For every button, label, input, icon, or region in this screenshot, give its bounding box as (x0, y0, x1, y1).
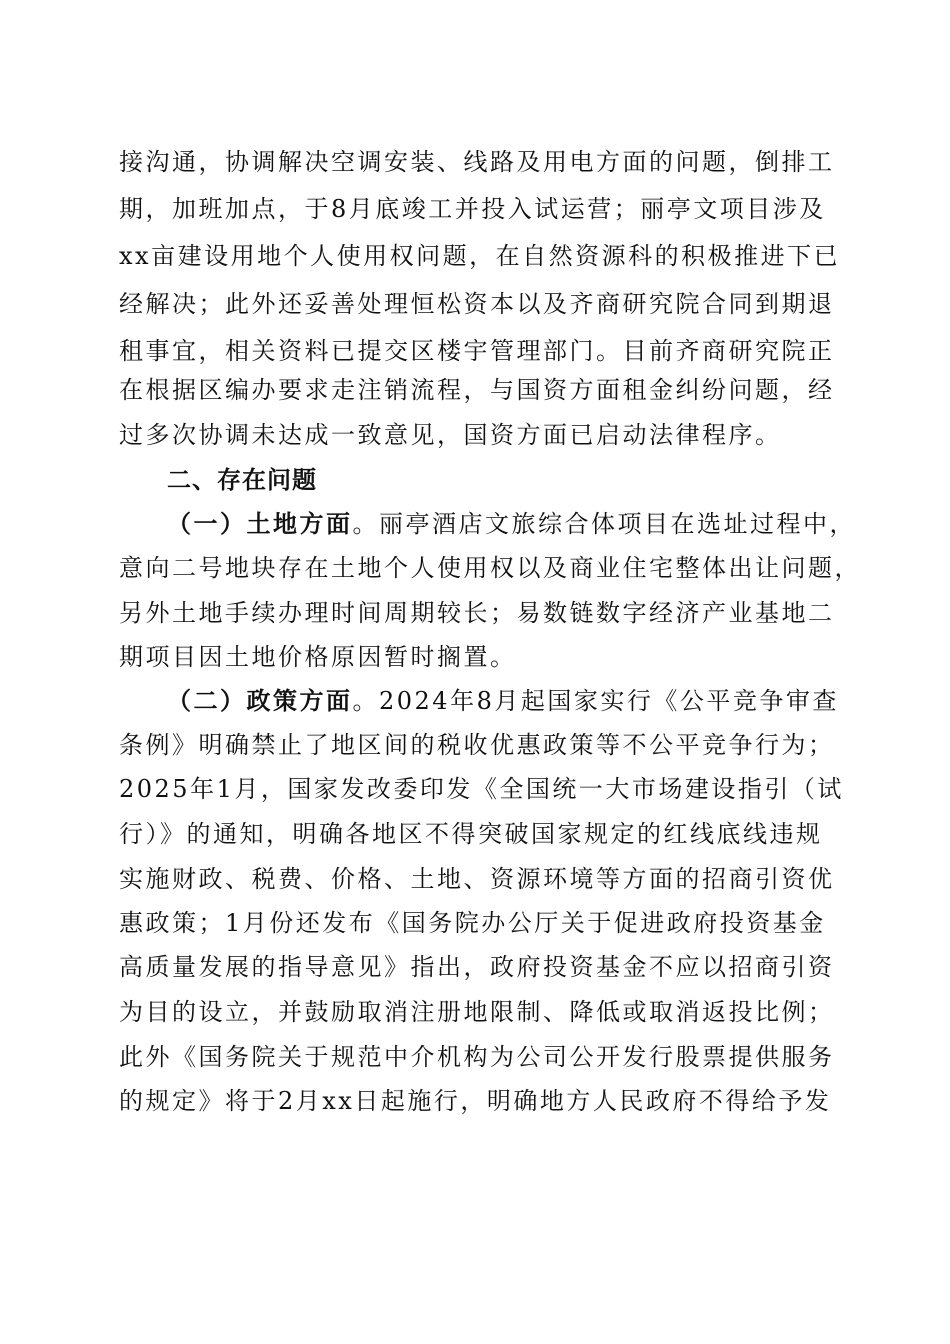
body-line: 租事宜，相关资料已提交区楼宇管理部门。目前齐商研究院正 (119, 337, 835, 365)
body-line: 为目的设立，并鼓励取消注册地限制、降低或取消返投比例； (119, 998, 835, 1026)
body-line: 实施财政、税费、价格、土地、资源环境等方面的招商引资优 (119, 865, 835, 893)
body-line: 期项目因土地价格原因暂时搁置。 (119, 643, 517, 671)
body-line: 意向二号地块存在土地个人使用权以及商业住宅整体出让问题， (119, 554, 861, 582)
body-line: 经解决；此外还妥善处理恒松资本以及齐商研究院合同到期退 (119, 290, 835, 318)
body-line: 接沟通，协调解决空调安装、线路及用电方面的问题，倒排工 (119, 148, 835, 176)
paragraph-label: （二）政策方面 (167, 687, 353, 715)
body-line: 条例》明确禁止了地区间的税收优惠政策等不公平竞争行为； (119, 731, 835, 759)
body-line: 行）》的通知，明确各地区不得突破国家规定的红线底线违规 (119, 820, 823, 848)
paragraph-land-first-line (167, 507, 856, 541)
paragraph-label: （一）土地方面 (167, 510, 353, 538)
body-line: 另外土地手续办理时间周期较长；易数链数字经济产业基地二 (119, 599, 835, 627)
body-line: 过多次协调未达成一致意见，国资方面已启动法律程序。 (119, 421, 782, 449)
body-line: 在根据区编办要求走注销流程，与国资方面租金纠纷问题，经 (119, 376, 835, 404)
paragraph-text: 。丽亭酒店文旅综合体项目在选址过程中， (352, 510, 856, 538)
body-line: 惠政策；1月份还发布《国务院办公厅关于促进政府投资基金 (119, 909, 826, 937)
body-line: xx亩建设用地个人使用权问题，在自然资源科的积极推进下已 (119, 242, 841, 270)
body-line: 此外《国务院关于规范中介机构为公司公开发行股票提供服务 (119, 1043, 835, 1071)
paragraph-policy-first-line (167, 684, 839, 718)
section-heading: 二、存在问题 (167, 466, 317, 494)
body-line: 期，加班加点，于8月底竣工并投入试运营；丽亭文项目涉及 (119, 195, 826, 223)
body-line: 高质量发展的指导意见》指出，政府投资基金不应以招商引资 (119, 953, 835, 981)
body-line: 的规定》将于2月xx日起施行，明确地方人民政府不得给予发 (119, 1087, 832, 1115)
body-line: 2025年1月，国家发改委印发《全国统一大市场建设指引（试 (119, 775, 844, 803)
paragraph-text: 。2024年8月起国家实行《公平竞争审查 (352, 687, 839, 715)
